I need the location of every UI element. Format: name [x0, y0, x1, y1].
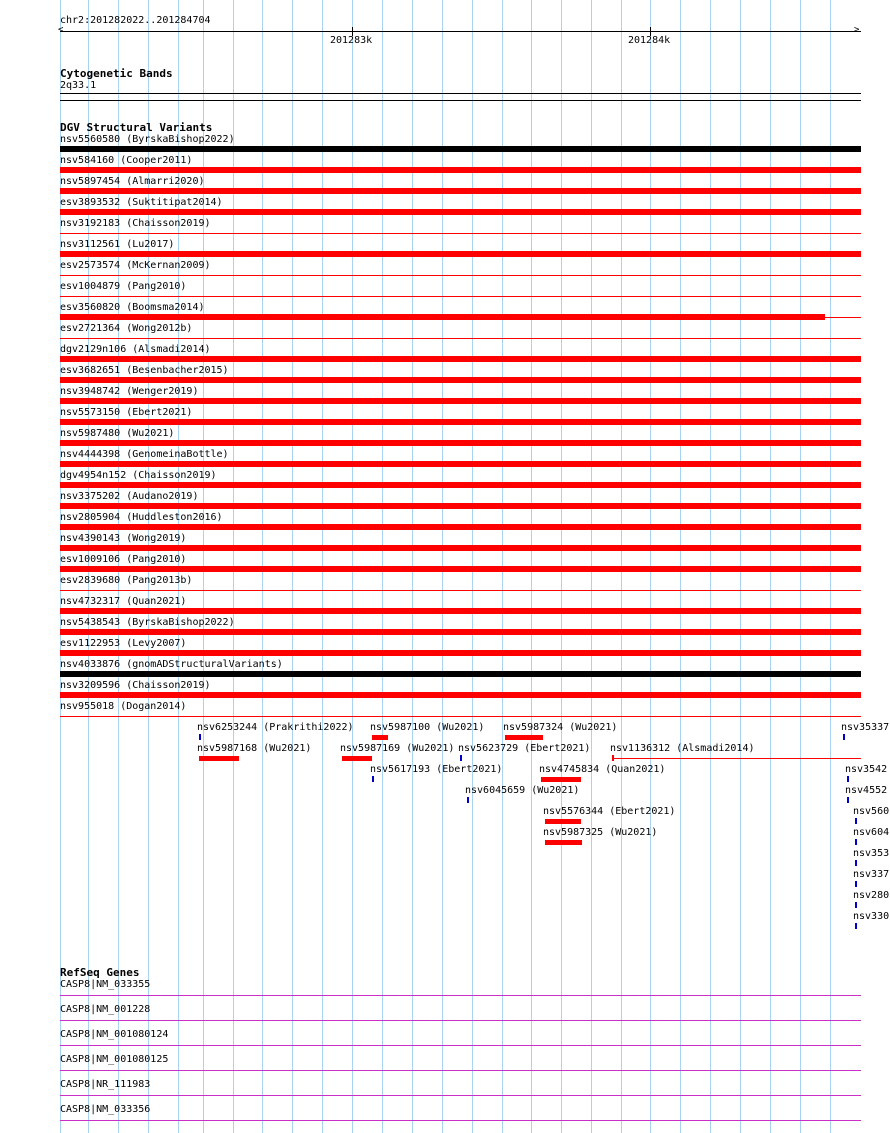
variant-label[interactable]: nsv604	[853, 827, 890, 838]
gene-label[interactable]: CASP8|NM_001228	[60, 1004, 151, 1015]
cytoband-band-top	[60, 93, 861, 94]
variant-bar[interactable]	[60, 503, 861, 509]
variant-label[interactable]: nsv5897454 (Almarri2020)	[60, 176, 205, 187]
dgv-track-title[interactable]: DGV Structural Variants	[60, 121, 213, 134]
gene-label[interactable]: CASP8|NM_001080124	[60, 1029, 169, 1040]
variant-bar[interactable]	[372, 776, 374, 782]
variant-bar[interactable]	[60, 398, 861, 404]
ruler-axis	[60, 31, 861, 32]
variant-label[interactable]: dgv4954n152 (Chaisson2019)	[60, 470, 217, 481]
variant-label[interactable]: nsv3192183 (Chaisson2019)	[60, 218, 211, 229]
gene-intron-line[interactable]	[60, 1095, 861, 1096]
variant-bar[interactable]	[60, 209, 861, 215]
variant-bar[interactable]	[60, 671, 861, 677]
cytoband-track-title[interactable]: Cytogenetic Bands	[60, 67, 173, 80]
variant-label[interactable]: nsv337	[853, 869, 890, 880]
variant-bar[interactable]	[60, 590, 861, 591]
variant-label[interactable]: nsv1136312 (Alsmadi2014)	[610, 743, 755, 754]
variant-label[interactable]: nsv353	[853, 848, 890, 859]
variant-label[interactable]: nsv5617193 (Ebert2021)	[370, 764, 503, 775]
variant-label[interactable]: nsv6253244 (Prakrithi2022)	[197, 722, 354, 733]
gene-intron-line[interactable]	[60, 1120, 861, 1121]
variant-bar[interactable]	[60, 461, 861, 467]
variant-bar[interactable]	[612, 758, 861, 759]
variant-label[interactable]: nsv5623729 (Ebert2021)	[458, 743, 591, 754]
variant-label[interactable]: esv2573574 (McKernan2009)	[60, 260, 211, 271]
variant-label[interactable]: nsv955018 (Dogan2014)	[60, 701, 187, 712]
variant-bar[interactable]	[60, 692, 861, 698]
gene-label[interactable]: CASP8|NM_033355	[60, 979, 151, 990]
variant-label[interactable]: nsv280	[853, 890, 890, 901]
variant-label[interactable]: dgv2129n106 (Alsmadi2014)	[60, 344, 211, 355]
variant-label[interactable]: nsv4745834 (Quan2021)	[539, 764, 666, 775]
variant-bar[interactable]	[855, 839, 857, 845]
variant-bar[interactable]	[60, 188, 861, 194]
variant-bar[interactable]	[199, 734, 201, 740]
variant-bar[interactable]	[541, 777, 581, 782]
variant-line	[825, 317, 861, 318]
variant-bar[interactable]	[855, 902, 857, 908]
variant-bar[interactable]	[60, 233, 861, 234]
variant-bar[interactable]	[60, 716, 861, 717]
variant-bar[interactable]	[60, 440, 861, 446]
variant-label[interactable]: nsv4732317 (Quan2021)	[60, 596, 187, 607]
variant-label[interactable]: esv2721364 (Wong2012b)	[60, 323, 193, 334]
variant-bar[interactable]	[505, 735, 543, 740]
variant-label[interactable]: esv3682651 (Besenbacher2015)	[60, 365, 229, 376]
gene-label[interactable]: CASP8|NR_111983	[60, 1079, 151, 1090]
variant-label[interactable]: nsv5987168 (Wu2021)	[197, 743, 312, 754]
variant-bar[interactable]	[372, 735, 388, 740]
variant-label[interactable]: nsv3542	[845, 764, 888, 775]
variant-bar[interactable]	[855, 923, 857, 929]
ruler-right-arrow-icon: >	[854, 25, 860, 35]
gene-intron-line[interactable]	[60, 1020, 861, 1021]
variant-label[interactable]: nsv4552	[845, 785, 888, 796]
variant-bar[interactable]	[60, 167, 861, 173]
locus-label: chr2:201282022..201284704	[60, 15, 211, 26]
variant-bar[interactable]	[60, 338, 861, 339]
variant-bar[interactable]	[199, 756, 239, 761]
variant-bar[interactable]	[60, 650, 861, 656]
variant-label[interactable]: esv1009106 (Pang2010)	[60, 554, 187, 565]
variant-label[interactable]: nsv5987480 (Wu2021)	[60, 428, 175, 439]
variant-bar[interactable]	[60, 296, 861, 297]
variant-bar[interactable]	[60, 545, 861, 551]
variant-bar[interactable]	[855, 860, 857, 866]
variant-label[interactable]: nsv4444398 (GenomeinaBottle)	[60, 449, 229, 460]
variant-bar[interactable]	[60, 482, 861, 488]
variant-bar[interactable]	[60, 608, 861, 614]
variant-label[interactable]: nsv5576344 (Ebert2021)	[543, 806, 676, 817]
variant-label[interactable]: esv1122953 (Levy2007)	[60, 638, 187, 649]
variant-bar[interactable]	[545, 819, 581, 824]
variant-bar[interactable]	[847, 797, 849, 803]
variant-bar[interactable]	[847, 776, 849, 782]
gene-label[interactable]: CASP8|NM_001080125	[60, 1054, 169, 1065]
variant-bar[interactable]	[60, 524, 861, 530]
variant-label[interactable]: nsv560	[853, 806, 890, 817]
variant-bar[interactable]	[460, 755, 462, 761]
cytoband-label: 2q33.1	[60, 80, 97, 91]
gene-intron-line[interactable]	[60, 1070, 861, 1071]
variant-bar[interactable]	[843, 734, 845, 740]
gene-intron-line[interactable]	[60, 1045, 861, 1046]
variant-label[interactable]: nsv5573150 (Ebert2021)	[60, 407, 193, 418]
ruler-label: 201283k	[330, 35, 373, 46]
variant-label[interactable]: nsv3375202 (Audano2019)	[60, 491, 199, 502]
variant-bar[interactable]	[855, 881, 857, 887]
variant-bar[interactable]	[60, 629, 861, 635]
variant-label[interactable]: nsv2805904 (Huddleston2016)	[60, 512, 223, 523]
variant-label[interactable]: nsv330	[853, 911, 890, 922]
variant-bar[interactable]	[342, 756, 372, 761]
variant-bar[interactable]	[855, 818, 857, 824]
variant-label[interactable]: nsv5987169 (Wu2021)	[340, 743, 455, 754]
variant-bar[interactable]	[60, 356, 861, 362]
variant-label[interactable]: nsv4390143 (Wong2019)	[60, 533, 187, 544]
variant-label[interactable]: nsv5560580 (ByrskaBishop2022)	[60, 134, 235, 145]
variant-label[interactable]: esv3893532 (Suktitipat2014)	[60, 197, 223, 208]
variant-label[interactable]: esv1004879 (Pang2010)	[60, 281, 187, 292]
variant-label[interactable]: nsv5438543 (ByrskaBishop2022)	[60, 617, 235, 628]
variant-label[interactable]: nsv4033876 (gnomADStructuralVariants)	[60, 659, 283, 670]
gene-label[interactable]: CASP8|NM_033356	[60, 1104, 151, 1115]
variant-bar[interactable]	[60, 566, 861, 572]
variant-label[interactable]: nsv5987324 (Wu2021)	[503, 722, 618, 733]
cytoband-band-bottom	[60, 100, 861, 101]
variant-label[interactable]: esv2839680 (Pang2013b)	[60, 575, 193, 586]
variant-label[interactable]: nsv6045659 (Wu2021)	[465, 785, 580, 796]
ruler-left-arrow-icon: <	[58, 25, 64, 35]
variant-bar[interactable]	[60, 146, 861, 152]
variant-bar[interactable]	[60, 377, 861, 383]
variant-bar[interactable]	[60, 314, 825, 320]
variant-bar[interactable]	[60, 251, 861, 257]
variant-bar[interactable]	[467, 797, 469, 803]
variant-label[interactable]: nsv3112561 (Lu2017)	[60, 239, 175, 250]
variant-label[interactable]: nsv3948742 (Wenger2019)	[60, 386, 199, 397]
variant-bar[interactable]	[545, 840, 582, 845]
variant-label[interactable]: nsv5987100 (Wu2021)	[370, 722, 485, 733]
gene-intron-line[interactable]	[60, 995, 861, 996]
ruler-label: 201284k	[628, 35, 671, 46]
variant-bar[interactable]	[60, 419, 861, 425]
variant-label[interactable]: nsv35337	[841, 722, 890, 733]
refseq-track-title[interactable]: RefSeq Genes	[60, 966, 140, 979]
variant-label[interactable]: esv3560820 (Boomsma2014)	[60, 302, 205, 313]
variant-label[interactable]: nsv5987325 (Wu2021)	[543, 827, 658, 838]
variant-bar[interactable]	[60, 275, 861, 276]
variant-label[interactable]: nsv3209596 (Chaisson2019)	[60, 680, 211, 691]
variant-label[interactable]: nsv584160 (Cooper2011)	[60, 155, 193, 166]
